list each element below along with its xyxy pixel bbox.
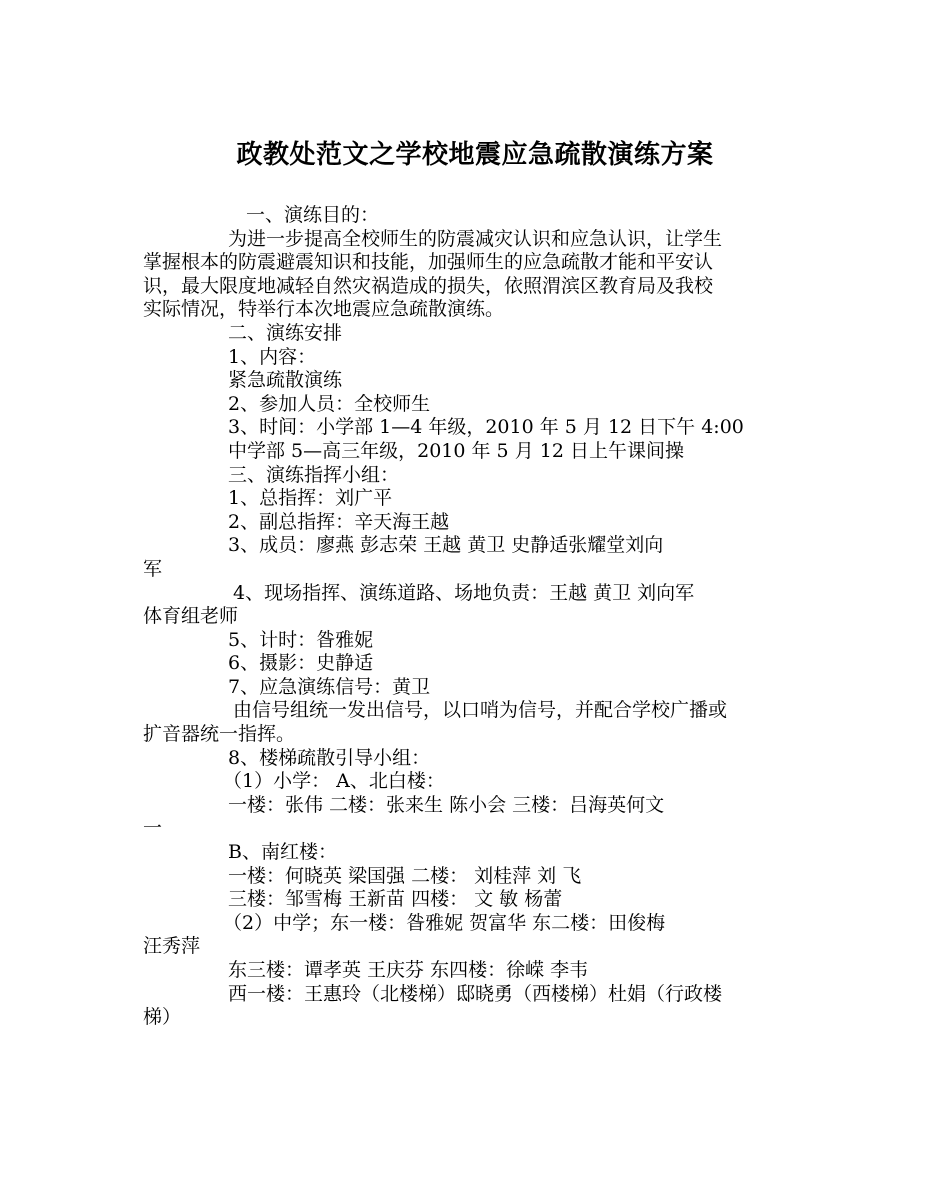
paragraph-line: 识，最大限度地减轻自然灾祸造成的损失，依照渭滨区教育局及我校 [143, 274, 714, 297]
paragraph-line: （1）小学： A、北白楼： [223, 770, 445, 793]
paragraph-line: 1、总指挥：刘广平 [228, 487, 393, 510]
paragraph-line: 汪秀萍 [143, 935, 201, 958]
paragraph-line: 一楼：张伟 二楼：张来生 陈小会 三楼：吕海英何文 [228, 793, 665, 816]
paragraph-line: 军 [143, 557, 163, 580]
paragraph-line: 1、内容： [228, 345, 317, 368]
section-heading: 三、演练指挥小组： [228, 463, 400, 486]
paragraph-line: 3、成员：廖燕 彭志荣 王越 黄卫 史静适张耀堂刘向 [228, 534, 664, 557]
paragraph-line: 6、摄影：史静适 [228, 652, 374, 675]
paragraph-line: 由信号组统一发出信号，以口哨为信号，并配合学校广播或 [233, 699, 728, 722]
paragraph-line: 三楼：邹雪梅 王新苗 四楼： 文 敏 杨蕾 [228, 888, 563, 911]
document-body [143, 204, 813, 1030]
paragraph-line: 实际情况，特举行本次地震应急疏散演练。 [143, 298, 505, 321]
paragraph-line: 一 [143, 817, 163, 840]
paragraph-line: 为进一步提高全校师生的防震减灾认识和应急认识，让学生 [228, 227, 723, 250]
paragraph-line: B、南红楼： [228, 841, 337, 864]
paragraph-line: 扩音器统一指挥。 [143, 723, 296, 746]
paragraph-line: 梯） [143, 1006, 182, 1029]
paragraph-line: 体育组老师 [143, 605, 239, 628]
paragraph-line: 紧急疏散演练 [228, 369, 343, 392]
paragraph-line: 2、副总指挥：辛天海王越 [228, 510, 450, 533]
section-heading: 二、演练安排 [228, 321, 343, 344]
paragraph-line: 5、计时：昝雅妮 [228, 628, 374, 651]
document-title: 政教处范文之学校地震应急疏散演练方案 [236, 140, 714, 170]
paragraph-line: 掌握根本的防震避震知识和技能，加强师生的应急疏散才能和平安认 [143, 251, 714, 274]
paragraph-line: 东三楼：谭孝英 王庆芬 东四楼：徐嵘 李韦 [228, 959, 589, 981]
paragraph-line: （2）中学；东一楼：昝雅妮 贺富华 东二楼：田俊梅 [223, 911, 666, 934]
paragraph-line: 3、时间：小学部 1—4 年级，2010 年 5 月 12 日下午 4:00 [228, 416, 744, 439]
paragraph-line: 2、参加人员：全校师生 [228, 392, 431, 415]
paragraph-line: 中学部 5—高三年级，2010 年 5 月 12 日上午课间操 [228, 439, 684, 462]
paragraph-line: 一楼：何晓英 梁国强 二楼： 刘桂萍 刘 飞 [228, 864, 582, 887]
paragraph-line: 西一楼：王惠玲（北楼梯）邸晓勇（西楼梯）杜娟（行政楼 [228, 982, 723, 1005]
paragraph-line: 8、楼梯疏散引导小组： [228, 746, 431, 769]
paragraph-line: 4、现场指挥、演练道路、场地负责：王越 黄卫 刘向军 [233, 581, 695, 604]
paragraph-line: 7、应急演练信号：黄卫 [228, 675, 431, 698]
section-heading: 一、演练目的： [246, 204, 380, 226]
